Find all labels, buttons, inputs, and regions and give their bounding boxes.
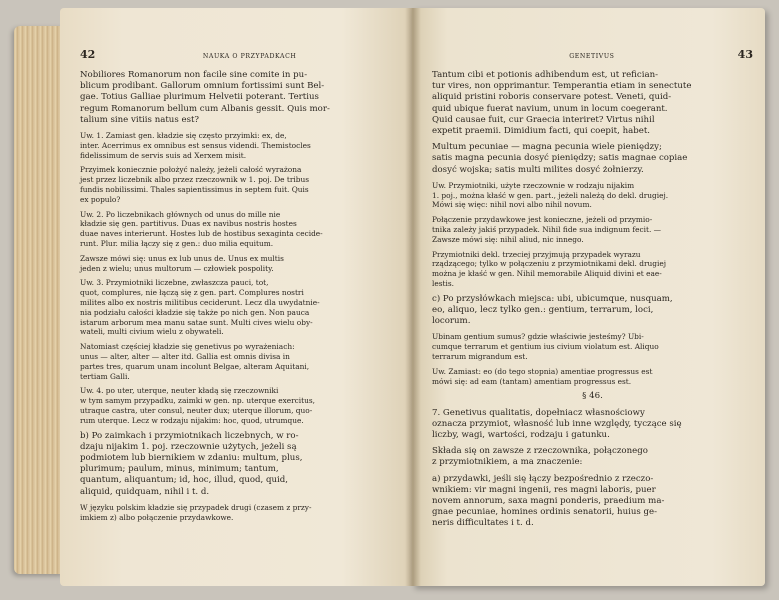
- text-line: blicum prodibant. Gallorum omnium fortissimi sunt Bel-: [80, 81, 325, 92]
- text-line: ex populo?: [80, 194, 121, 204]
- paragraph: [432, 142, 753, 176]
- text-line: jeden z wielu; unus multorum — człowiek pospolity.: [80, 263, 274, 273]
- text-line: lestis.: [432, 279, 455, 288]
- text-line: wnikiem: vir magni ingenii, res magni laboris, puer: [432, 484, 656, 495]
- text-line: Uw. Zamiast: eo (do tego stopnia) amentiae progressus est: [432, 366, 653, 376]
- text-line: istarum arborum mea manu satae sunt. Multi cives wielu oby-: [80, 317, 313, 327]
- left-page: [60, 8, 412, 586]
- paragraph: [80, 386, 412, 425]
- text-line: 7. Genetivus qualitatis, dopełniacz własnościowy: [432, 407, 645, 418]
- text-line: Przymiotniki dekl. trzeciej przyjmują przypadek wyrazu: [432, 249, 641, 259]
- text-line: c) Po przysłówkach miejsca: ubi, ubicumque, nusquam,: [432, 293, 673, 304]
- text-line: Zawsze mówi się: unus ex lub unus de. Unus ex multis: [80, 253, 284, 263]
- text-line: fidelissimum de servis suis ad Xerxem misit.: [80, 150, 247, 160]
- paragraph: [432, 70, 753, 137]
- text-line: mówi się: ad eam (tantam) amentiam progressus est.: [432, 376, 632, 386]
- text-line: W języku polskim kładzie się przypadek drugi (czasem z przy-: [80, 502, 312, 512]
- text-line: imkiem z) albo połączenie przydawkowe.: [80, 512, 234, 522]
- right-page: [412, 8, 765, 586]
- right-page-content: [432, 8, 753, 586]
- text-line: eo, aliquo, lecz tylko gen.: gentium, terrarum, loci,: [432, 305, 654, 315]
- text-line: Uw. 2. Po liczebnikach głównych od unus do mille nie: [80, 209, 281, 219]
- text-line: Przyimek koniecznie położyć należy, jeżeli całość wyrażona: [80, 165, 302, 175]
- paragraph: [432, 181, 753, 210]
- text-line: plurimum; paulum, minus, minimum; tantum,: [80, 464, 279, 475]
- paragraph: [80, 70, 412, 126]
- text-line: runt. Plur. milia łączy się z gen.: duo milia equitum.: [80, 238, 274, 248]
- text-line: aliquid, quidquam, nihil i t. d.: [80, 486, 210, 497]
- page-number: 43: [737, 48, 753, 61]
- text-line: Ubinam gentium sumus? gdzie właściwie jesteśmy? Ubi-: [432, 332, 644, 342]
- text-line: neris difficultates i t. d.: [432, 518, 534, 529]
- right-page-body-continued: [432, 408, 753, 530]
- text-line: podmiotem lub biernikiem w zdaniu: multum, plus,: [80, 452, 303, 463]
- text-line: dzaju nijakim 1. poj. rzeczownie użytych, jeżeli są: [80, 441, 297, 452]
- text-line: a) przydawki, jeśli się łączy bezpośrednio z rzeczo-: [432, 473, 654, 484]
- page-edges: [14, 26, 64, 574]
- text-line: Uw. 4. po uter, uterque, neuter kładą się rzeczowniki: [80, 386, 279, 396]
- text-line: tnika zależy jakiś przypadek. Nihil fide sua indignum fecit. —: [432, 225, 662, 235]
- text-line: quantum, aliquantum; id, hoc, illud, quod, quid,: [80, 475, 289, 486]
- left-page-header: [80, 48, 412, 70]
- text-line: duae naves interierunt. Hostes lub de hostibus sexaginta cecide-: [80, 229, 323, 239]
- text-line: gnae pecuniae, homines ordinis senatorii, huius ge-: [432, 507, 658, 518]
- paragraph: [432, 474, 753, 530]
- paragraph: [80, 210, 412, 249]
- paragraph: [80, 131, 412, 160]
- text-line: tertiam Galli.: [80, 371, 130, 381]
- paragraph: [80, 165, 412, 204]
- text-line: wateli, multi civium wielu z obywateli.: [80, 327, 224, 337]
- text-line: kładzie się gen. partitivus. Duas ex navibus nostris hostes: [80, 219, 297, 229]
- text-line: quid ubique fuerat navium, unum in locum coegerant.: [432, 103, 668, 114]
- text-line: jest przez liczebnik albo przez rzeczownik w 1. poj. De tribus: [80, 175, 310, 185]
- text-line: satis magna pecunia dosyć pieniędzy; satis magnae copiae: [432, 153, 688, 164]
- left-page-body: [80, 70, 412, 522]
- page-number: 42: [80, 48, 96, 61]
- text-line: cumque terrarum et gentium ius civium violatum est. Aliquo: [432, 342, 659, 352]
- text-line: rządzącego; tylko w połączeniu z przymiotnikami dekl. drugiej: [432, 259, 667, 269]
- running-head: NAUKA O PRZYPADKACH: [202, 53, 297, 60]
- text-line: Uw. 1. Zamiast gen. kładzie się często przyimki: ex, de,: [80, 131, 287, 141]
- text-line: milites albo ex nostris militibus ceciderunt. Lecz dla uwydatnie-: [80, 297, 320, 307]
- text-line: regum Romanorum bellum cum Albanis gessit. Quis mor-: [80, 103, 330, 114]
- text-line: Uw. 3. Przymiotniki liczebne, zwłaszcza pauci, tot,: [80, 278, 269, 288]
- text-line: inter. Acerrimus ex omnibus est sensus videndi. Themistocles: [80, 140, 311, 150]
- text-line: expetit praemii. Dimidium facti, qui coepit, habet.: [432, 126, 651, 137]
- text-line: Quid causae fuit, cur Graecia interiret? Virtus nihil: [432, 114, 655, 125]
- text-line: z przymiotnikiem, a ma znaczenie:: [432, 457, 583, 468]
- text-line: Tantum cibi et potionis adhibendum est, ut refician-: [432, 70, 659, 80]
- text-line: nia podziału całości kładzie się także po nich gen. Non pauca: [80, 307, 310, 317]
- book-gutter: [405, 8, 421, 586]
- text-line: utraque castra, uter consul, neuter dux; uterque illorum, quo-: [80, 405, 313, 415]
- paragraph: [80, 503, 412, 523]
- text-line: Połączenie przydawkowe jest konieczne, jeżeli od przymio-: [432, 215, 653, 225]
- paragraph: [432, 332, 753, 361]
- text-line: locorum.: [432, 316, 471, 327]
- text-line: oznacza przymiot, własność lub inne względy, tyczące się: [432, 418, 682, 429]
- left-page-content: [80, 8, 412, 586]
- text-line: w tym samym przypadku, zaimki w gen. np. uterque exercitus,: [80, 396, 316, 406]
- text-line: Uw. Przymiotniki, użyte rzeczownie w rodzaju nijakim: [432, 180, 635, 190]
- paragraph: [432, 446, 753, 468]
- text-line: gae. Totius Galliae plurimum Helvetii poterant. Tertius: [80, 92, 319, 103]
- paragraph: [80, 254, 412, 274]
- paragraph: [80, 278, 412, 337]
- paragraph: [432, 215, 753, 244]
- paragraph: [80, 431, 412, 498]
- text-line: Składa się on zawsze z rzeczownika, połączonego: [432, 446, 648, 457]
- text-line: aliquid pristini roboris conservare potest. Veneti, quid-: [432, 92, 672, 103]
- text-line: unus — alter, alter — alter itd. Gallia est omnis divisa in: [80, 351, 290, 361]
- text-line: terrarum migrandum est.: [432, 352, 528, 361]
- text-line: novem annorum, saxa magni ponderis, praedium ma-: [432, 496, 665, 507]
- text-line: Nobiliores Romanorum non facile sine comite in pu-: [80, 70, 308, 80]
- text-line: talium sine vitiis natus est?: [80, 114, 200, 125]
- text-line: rum uterque. Lecz w rodzaju nijakim: hoc, quod, utrumque.: [80, 415, 304, 425]
- right-page-body: [432, 70, 753, 386]
- text-line: b) Po zaimkach i przymiotnikach liczebnych, w ro-: [80, 430, 299, 441]
- text-line: 1. poj., można kłaść w gen. part., jeżeli należą do dekl. drugiej.: [432, 190, 669, 200]
- paragraph: [432, 367, 753, 387]
- text-line: tur vires, non opprimantur. Temperantia etiam in senectute: [432, 81, 692, 92]
- section-heading: § 46.: [582, 391, 603, 402]
- text-line: można je kłaść w gen. Nihil memorabile Aliquid divini et eae-: [432, 269, 662, 279]
- text-line: liczby, wagi, wartości, rodzaju i gatunku.: [432, 430, 610, 440]
- text-line: Mówi się więc: nihil novi albo nihil novum.: [432, 200, 592, 210]
- text-line: Zawsze mówi się: nihil aliud, nic innego.: [432, 234, 584, 244]
- text-line: Natomiast częściej kładzie się genetivus po wyrażeniach:: [80, 342, 295, 352]
- text-line: dosyć wojska; satis multi milites dosyć żołnierzy.: [432, 164, 644, 175]
- right-page-header: [432, 48, 753, 70]
- running-head: GENETIVUS: [569, 53, 615, 60]
- paragraph: [432, 250, 753, 289]
- paragraph: [80, 342, 412, 381]
- text-line: quot, complures, nie łączą się z gen. part. Complures nostri: [80, 288, 304, 298]
- text-line: partes tres, quarum unam incolunt Belgae, alteram Aquitani,: [80, 361, 310, 371]
- paragraph: [432, 294, 753, 328]
- text-line: fundis nobilissimi. Thales sapientissimus in septem fuit. Quis: [80, 185, 309, 194]
- text-line: Multum pecuniae — magna pecunia wiele pieniędzy;: [432, 142, 662, 153]
- paragraph: [432, 408, 753, 442]
